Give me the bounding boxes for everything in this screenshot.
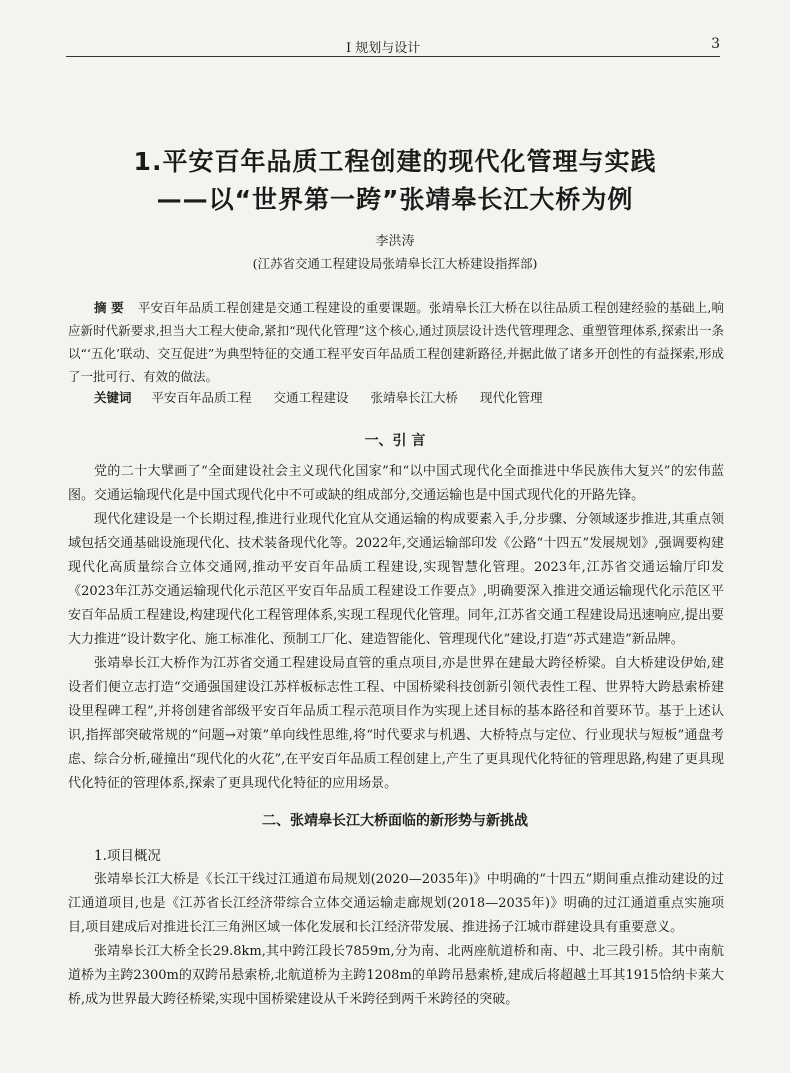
overview-body: [68, 868, 724, 1012]
paragraph: 党的二十大擘画了“全面建设社会主义现代化国家”和“以中国式现代化全面推进中华民族伟大复兴”的宏伟蓝图。交通运输现代化是中国式现代化中不可或缺的组成部分,交通运输也是中国式现代化的开路先锋。: [68, 464, 724, 503]
section-heading-challenges: 二、张靖皋长江大桥面临的新形势与新挑战: [262, 813, 528, 829]
paragraph: 张靖皋长江大桥全长29.8km,其中跨江段长7859m,分为南、北两座航道桥和南、中、北三段引桥。其中南航道桥为主跨2300m的双跨吊悬索桥,北航道桥为主跨1208m的单跨吊悬索桥,建成后将超越土耳其1915恰纳卡莱大桥,成为世界最大跨径桥梁,实现中国桥梁建设从千米跨径到两千米跨径的突破。: [68, 944, 724, 1007]
abstract-text: 平安百年品质工程创建是交通工程建设的重要课题。张靖皋长江大桥在以往品质工程创建经验的基础上,响应新时代新要求,担当大工程大使命,紧扣“现代化管理”这个核心,通过顶层设计迭代管理理念、重塑管理体系,探索出一条以“‘五化’联动、交互促进”为典型特征的交通工程平安百年品质工程创建新路径,并据此做了诸多开创性的有益探索,形成了一批可行、有效的做法。: [68, 300, 724, 384]
section-heading-intro: 一、引 言: [364, 433, 426, 449]
abstract: [68, 296, 724, 388]
title-line-2: ——以“世界第一跨”张靖皋长江大桥为例: [156, 185, 634, 214]
keywords: [94, 386, 724, 409]
title-line-1: 1.平安百年品质工程创建的现代化管理与实践: [133, 147, 657, 176]
running-header: [66, 34, 720, 57]
keyword: 平安百年品质工程: [151, 390, 252, 405]
section-label: I 规划与设计: [346, 41, 421, 56]
abstract-label: 摘 要: [94, 300, 124, 315]
keyword: 交通工程建设: [273, 390, 349, 405]
page-number: 3: [711, 36, 720, 52]
author: 李洪涛: [375, 234, 415, 249]
keywords-label: 关键词: [94, 390, 132, 405]
paragraph: 现代化建设是一个长期过程,推进行业现代化宜从交通运输的构成要素入手,分步骤、分领域逐步推进,其重点领域包括交通基础设施现代化、技术装备现代化等。2022年,交通运输部印发《公路“十四五”发展规划》,强调要构建现代化高质量综合立体交通网,推动平安百年品质工程建设,实现智慧化管理。2023年,江苏省交通运输厅印发《2023年江苏交通运输现代化示范区平安百年品质工程建设工作要点》,明确要深入推进交通运输现代化示范区平安百年品质工程建设,构建现代化工程管理体系,实现工程现代化管理。同年,江苏省交通工程建设局迅速响应,提出要大力推进“设计数字化、施工标准化、预制工厂化、建造智能化、管理现代化”建设,打造“苏式建造”新品牌。: [68, 512, 724, 647]
article-title: [60, 143, 730, 219]
paragraph: 张靖皋长江大桥作为江苏省交通工程建设局直管的重点项目,亦是世界在建最大跨径桥梁。自大桥建设伊始,建设者们便立志打造“交通强国建设江苏样板标志性工程、中国桥梁科技创新引领代表性工程、世界特大跨悬索桥建设里程碑工程”,并将创建省部级平安百年品质工程示范项目作为实现上述目标的基本路径和首要环节。基于上述认识,指挥部突破常规的“问题→对策”单向线性思维,将“时代要求与机遇、大桥特点与定位、行业现状与短板”通盘考虑、综合分析,碰撞出“现代化的火花”,在平安百年品质工程创建上,产生了更具现代化特征的管理思路,构建了更具现代化特征的管理体系,探索了更具现代化特征的应用场景。: [68, 656, 724, 791]
keyword: 张靖皋长江大桥: [370, 390, 459, 405]
affiliation: (江苏省交通工程建设局张靖皋长江大桥建设指挥部): [252, 256, 538, 271]
intro-body: [68, 460, 724, 796]
keyword: 现代化管理: [480, 390, 543, 405]
paragraph: 张靖皋长江大桥是《长江干线过江通道布局规划(2020—2035年)》中明确的“十四五”期间重点推动建设的过江通道项目,也是《江苏省长江经济带综合立体交通运输走廊规划(2018—2035年)》明确的过江通道重点实施项目,项目建成后对推进长江三角洲区域一体化发展和长江经济带发展、推进扬子江城市群建设具有重要意义。: [68, 872, 724, 935]
subheading-project-overview: 1.项目概况: [94, 848, 161, 864]
